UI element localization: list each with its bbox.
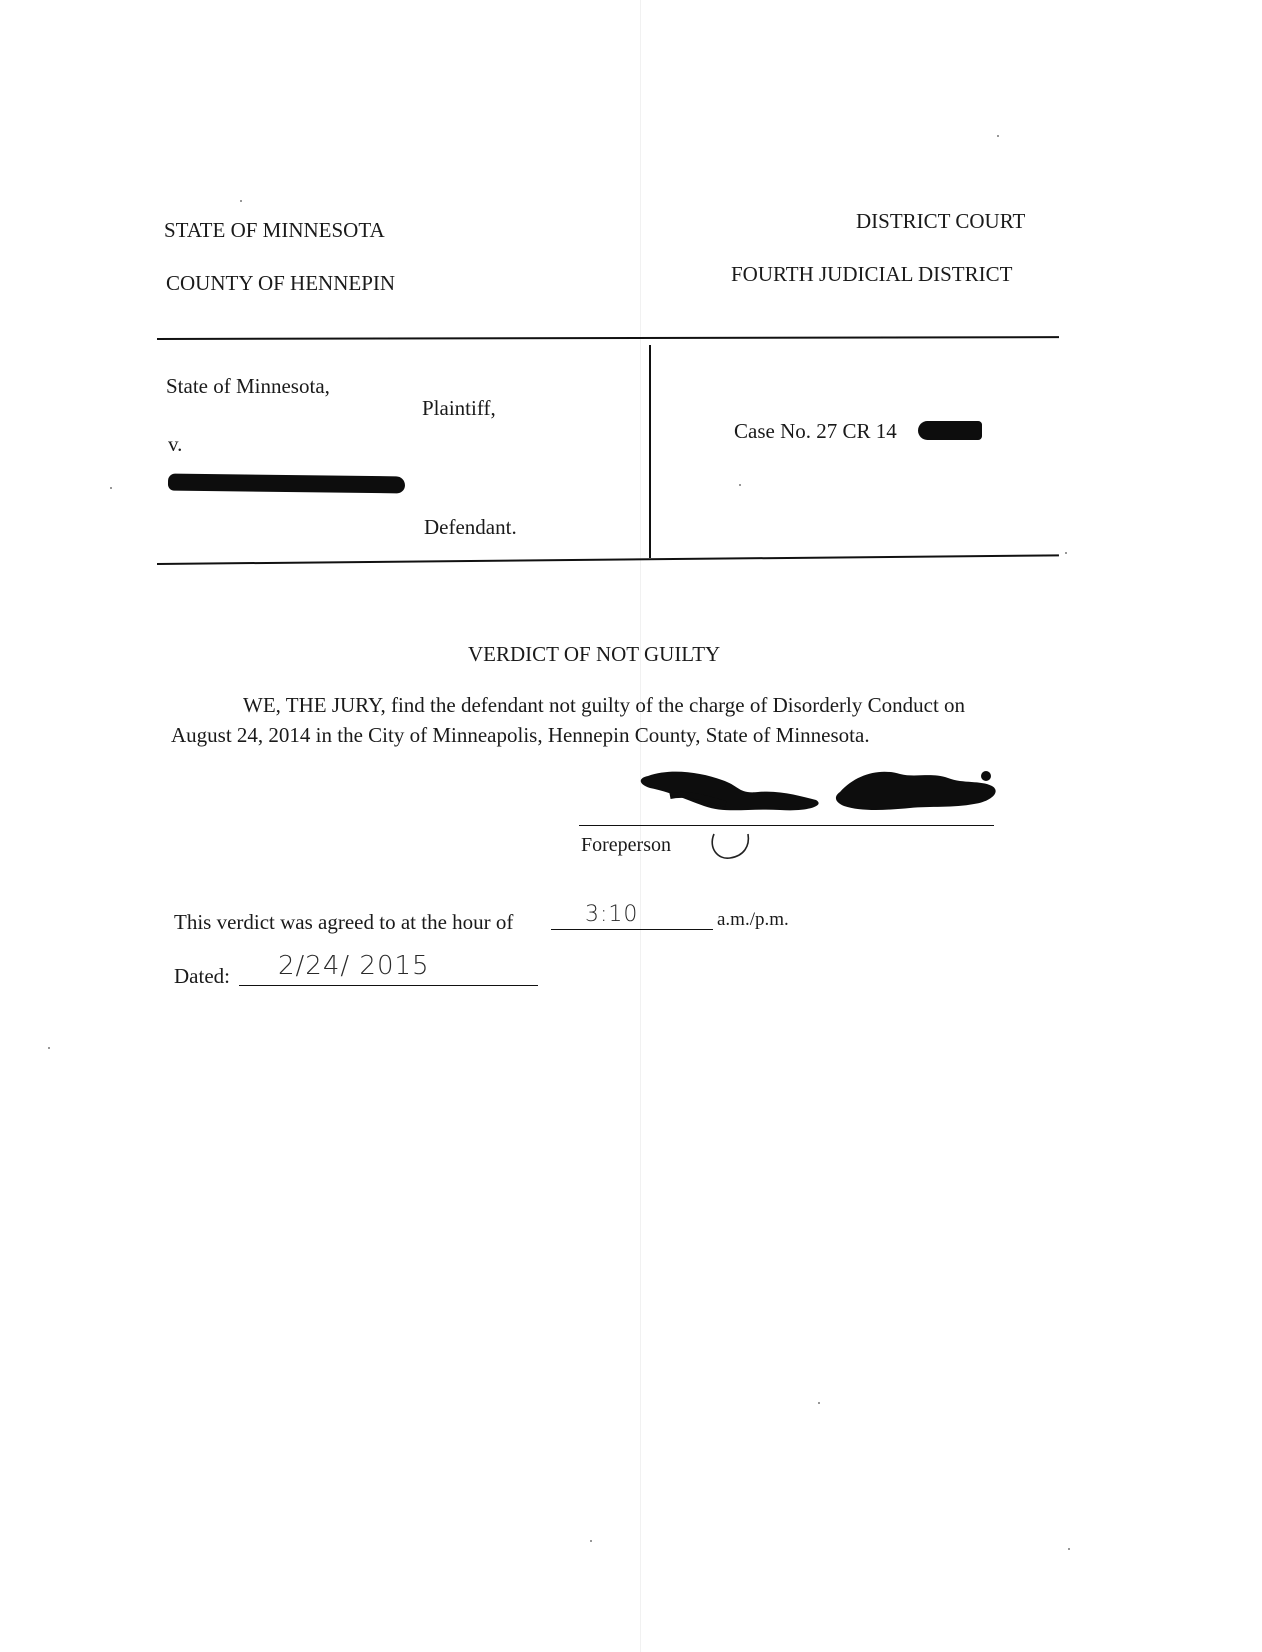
plaintiff-name: State of Minnesota, (166, 374, 330, 398)
district-heading: FOURTH JUDICIAL DISTRICT (731, 262, 1013, 286)
hour-underline (551, 929, 713, 930)
hour-prefix: This verdict was agreed to at the hour of (174, 910, 514, 934)
speck (739, 484, 741, 486)
defendant-label: Defendant. (424, 515, 517, 539)
dated-label: Dated: (174, 964, 230, 988)
county-heading: COUNTY OF HENNEPIN (166, 271, 396, 295)
dated-underline (239, 985, 538, 986)
case-number: Case No. 27 CR 14 (734, 419, 897, 443)
caption-bottom-rule (157, 554, 1059, 565)
verdict-text-line-2: August 24, 2014 in the City of Minneapolis, Hennepin County, State of Minnesota. (171, 723, 870, 747)
foreperson-signature-redaction (630, 762, 1010, 832)
speck (590, 1540, 592, 1542)
signature-flourish (706, 830, 754, 862)
defendant-name-redaction (168, 474, 405, 494)
hour-value: 3:10 (585, 902, 639, 927)
speck (818, 1402, 820, 1404)
versus-label: v. (168, 432, 183, 456)
speck (997, 135, 999, 137)
foreperson-signature-line (579, 825, 994, 826)
foreperson-label: Foreperson (581, 834, 671, 856)
speck (1068, 1548, 1070, 1550)
verdict-title: VERDICT OF NOT GUILTY (468, 642, 721, 666)
case-number-redaction (918, 421, 982, 440)
dated-value: 2/24/ 2015 (278, 951, 430, 981)
state-heading: STATE OF MINNESOTA (164, 218, 385, 242)
speck (48, 1047, 50, 1049)
verdict-text-line-1: WE, THE JURY, find the defendant not guilty of the charge of Disorderly Conduct on (243, 693, 966, 717)
caption-top-rule (157, 336, 1059, 340)
speck (240, 200, 242, 202)
court-heading: DISTRICT COURT (856, 209, 1026, 233)
caption-divider (649, 345, 651, 558)
speck (1065, 552, 1067, 554)
plaintiff-label: Plaintiff, (422, 396, 496, 420)
speck (110, 487, 112, 489)
hour-suffix: a.m./p.m. (717, 909, 789, 930)
